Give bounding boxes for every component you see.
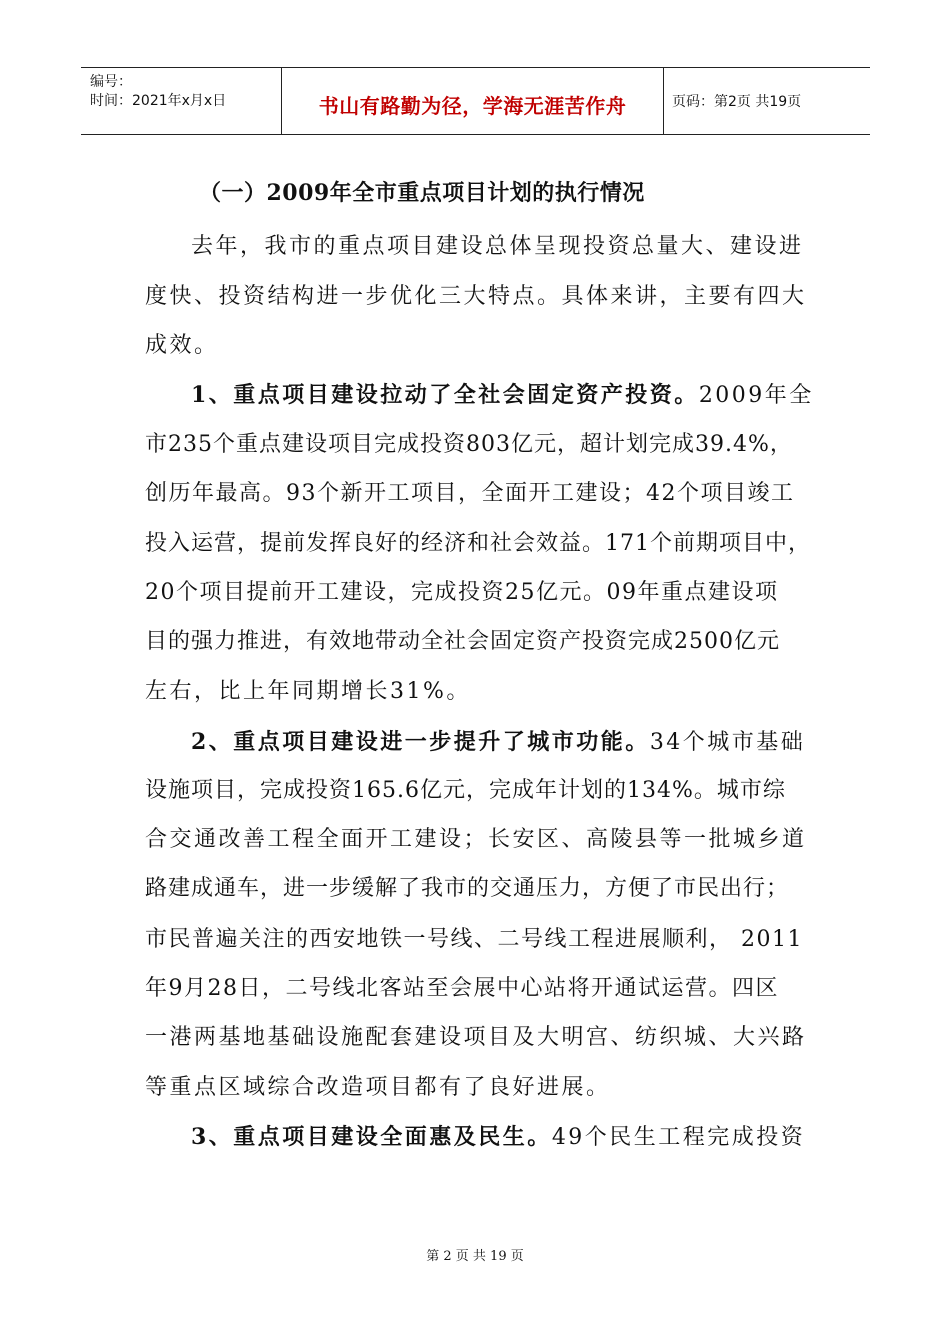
header-left-cell <box>81 68 282 134</box>
item2-line: 合交通改善工程全面开工建设；长安区、高陵县等一批城乡道 <box>145 827 807 852</box>
item1-first-line <box>191 380 814 411</box>
motto-text: 书山有路勤为径，学海无涯苦作舟 <box>318 94 627 118</box>
item1-line: 创历年最高。93个新开工项目，全面开工建设；42个项目竣工 <box>145 481 795 506</box>
item1-line: 目的强力推进，有效地带动全社会固定资产投资完成2500亿元 <box>145 629 780 654</box>
intro-line-1: 去年，我市的重点项目建设总体呈现投资总量大、建设进 <box>191 234 804 259</box>
item3-first-tail: 49个民生工程完成投资 <box>551 1125 806 1150</box>
item2-line: 设施项目，完成投资165.6亿元，完成年计划的134%。城市综 <box>145 778 786 803</box>
code-label: 编号： <box>90 74 132 90</box>
item2-heading: 2、重点项目建设进一步提升了城市功能。 <box>191 729 650 755</box>
header-table <box>81 67 870 135</box>
item2-first-tail: 34个城市基础 <box>649 730 806 755</box>
intro-line-2: 度快、投资结构进一步优化三大特点。具体来讲，主要有四大 <box>145 284 807 309</box>
item2-line: 年9月28日，二号线北客站至会展中心站将开通试运营。四区 <box>145 976 779 1001</box>
item2-first-line <box>191 727 805 758</box>
item1-line: 20个项目提前开工建设，完成投资25亿元。09年重点建设项 <box>145 580 779 605</box>
section-title: （一）2009年全市重点项目计划的执行情况 <box>199 180 645 206</box>
item1-line: 市235个重点建设项目完成投资803亿元，超计划完成39.4%， <box>145 432 793 457</box>
item1-line: 投入运营，提前发挥良好的经济和社会效益。171个前期项目中， <box>145 531 811 556</box>
page-footer: 第 2 页 共 19 页 <box>426 1249 524 1264</box>
page-info: 页码：第2页 共19页 <box>672 94 802 110</box>
time-label: 时间：2021年x月x日 <box>90 93 227 109</box>
item1-line: 左右，比上年同期增长31%。 <box>145 679 471 704</box>
item2-line: 等重点区域综合改造项目都有了良好进展。 <box>145 1075 611 1100</box>
item2-line: 市民普遍关注的西安地铁一号线、二号线工程进展顺利， 2011 <box>145 927 803 952</box>
item3-first-line <box>191 1122 805 1153</box>
header-right-cell <box>664 68 870 134</box>
item1-heading: 1、重点项目建设拉动了全社会固定资产投资。 <box>191 382 699 408</box>
header-mid-cell <box>282 68 664 134</box>
item2-line: 路建成通车，进一步缓解了我市的交通压力，方便了市民出行； <box>145 876 790 901</box>
item3-heading: 3、重点项目建设全面惠及民生。 <box>191 1124 552 1150</box>
intro-line-3: 成效。 <box>145 333 219 358</box>
item1-first-tail: 2009年全 <box>698 383 814 408</box>
item2-line: 一港两基地基础设施配套建设项目及大明宫、纺织城、大兴路 <box>145 1025 807 1050</box>
